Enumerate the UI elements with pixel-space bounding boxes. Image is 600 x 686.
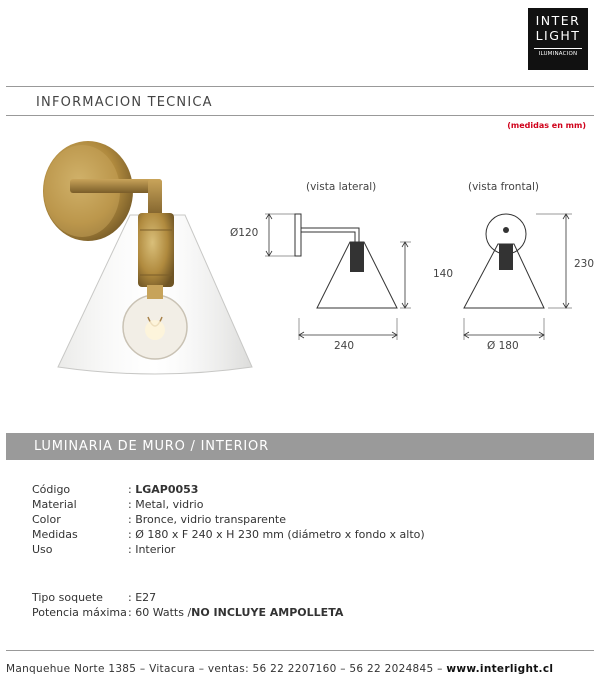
spec-row-codigo: Código : LGAP0053 [32, 483, 199, 496]
section-title: INFORMACION TECNICA [36, 95, 213, 110]
spec-warning: NO INCLUYE AMPOLLETA [191, 606, 344, 619]
spec-value: Bronce, vidrio transparente [135, 513, 286, 526]
spec-list [32, 482, 425, 557]
spec-list-electrical [32, 590, 343, 620]
spec-key: Medidas [32, 528, 78, 541]
logo-line1: INTER [535, 13, 581, 28]
side-view-diagram [225, 200, 415, 360]
units-note: (medidas en mm) [507, 121, 586, 130]
side-view-label: (vista lateral) [306, 181, 377, 193]
product-category-band [6, 433, 594, 460]
dim-height-side: 140 [433, 268, 454, 280]
front-view-label: (vista frontal) [468, 181, 540, 193]
spec-key: Uso [32, 543, 53, 556]
footer-website-link[interactable]: www.interlight.cl [446, 663, 554, 675]
spec-key: Material [32, 498, 77, 511]
spec-row-potencia: Potencia máxima: 60 Watts /NO INCLUYE AMPOLLETA [32, 606, 344, 619]
spec-key: Potencia máxima [32, 606, 127, 619]
footer-contact: Manquehue Norte 1385 – Vitacura – ventas: 56 22 2207160 – 56 22 2024845 – [6, 663, 447, 675]
spec-row-color: Color : Bronce, vidrio transparente [32, 513, 286, 526]
title-rule [6, 115, 594, 116]
dim-diameter-front: Ø 180 [487, 340, 519, 352]
spec-key: Código [32, 483, 71, 496]
spec-value: Interior [135, 543, 176, 556]
dim-width-side: 240 [334, 340, 355, 352]
spec-value: E27 [135, 591, 157, 604]
spec-key: Tipo soquete [32, 591, 103, 604]
interlight-logo [528, 8, 588, 70]
footer-rule [6, 650, 594, 651]
dim-base-diameter: Ø120 [230, 227, 259, 239]
spec-value: LGAP0053 [135, 483, 199, 496]
dim-height-front: 230 [574, 258, 595, 270]
logo-line2: LIGHT [535, 28, 581, 43]
spec-row-medidas: Medidas : Ø 180 x F 240 x H 230 mm (diámetro x fondo x alto) [32, 528, 425, 541]
front-view-diagram [450, 200, 580, 360]
spec-row-uso: Uso : Interior [32, 543, 176, 556]
spec-row-soquete: Tipo soquete : E27 [32, 591, 157, 604]
footer [6, 663, 596, 675]
band-title: LUMINARIA DE MURO / INTERIOR [34, 439, 269, 454]
top-rule [6, 86, 594, 87]
spec-value: Ø 180 x F 240 x H 230 mm (diámetro x fondo x alto) [135, 528, 425, 541]
spec-key: Color [32, 513, 61, 526]
spec-value: 60 Watts / [135, 606, 192, 619]
spec-value: Metal, vidrio [135, 498, 204, 511]
spec-row-material: Material : Metal, vidrio [32, 498, 204, 511]
logo-line3: ILUMINACION [534, 48, 582, 57]
